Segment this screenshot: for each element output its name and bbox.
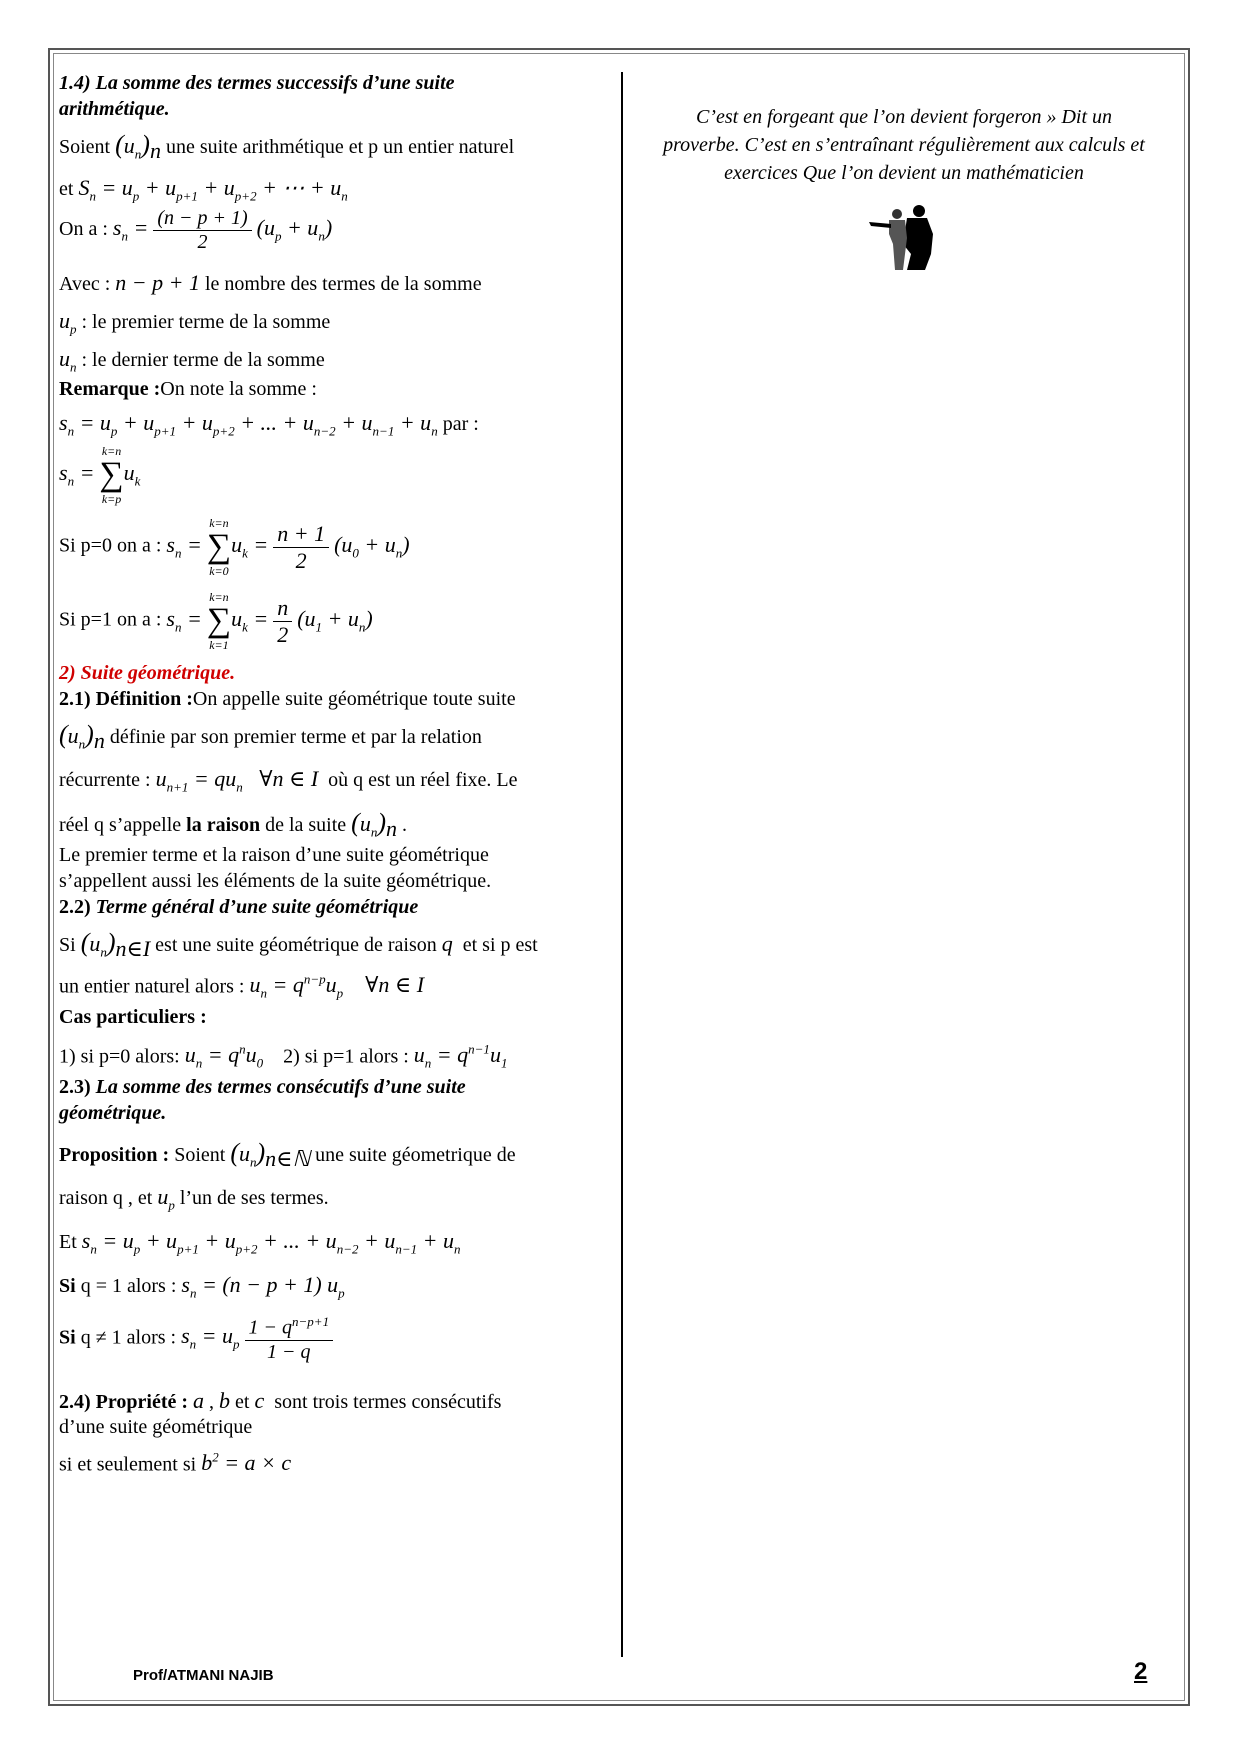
elements-line-2: s’appellent aussi les éléments de la suite géométrique. — [59, 870, 492, 892]
raison-line: réel q s’appelle la raison de la suite $(u_n)_n$ . — [59, 808, 408, 841]
propriete-line-2: d’une suite géométrique — [59, 1416, 253, 1438]
proposition-line: Proposition : Soient $(u_n)_{n\in ℕ}$ une suite géometrique de — [59, 1138, 516, 1171]
terme-general-line: Si $(u_n)_{n\in I}$ est une suite géométrique de raison q et si p est — [59, 928, 538, 961]
remarque-line: Remarque :On note la somme : — [59, 378, 317, 400]
terme-general-formula: un entier naturel alors : $u_n = q^{n-p}u_p$ ∀n ∈ I — [59, 972, 425, 1001]
up-line: $u_p$ : le premier terme de la somme — [59, 308, 331, 337]
section-1-4-title-cont: arithmétique. — [59, 98, 170, 120]
column-divider — [621, 72, 623, 1657]
section-2-title: 2) Suite géométrique. — [59, 662, 236, 684]
right-column — [624, 103, 1184, 187]
section-1-4-title: 1.4) La somme des termes successifs d’une suite — [59, 72, 455, 94]
silhouette-icon — [867, 204, 937, 272]
q-equals-1-line: Si q = 1 alors : $s_n = (n - p + 1)$ $u_p$ — [59, 1272, 345, 1301]
section-2-3-title: 2.3) La somme des termes consécutifs d’une suite — [59, 1076, 466, 1098]
sn-sum-long: $s_n = u_p + u_{p+1} + u_{p+2}$ + ... + $u_{n-2} + u_{n-1} + u_n$ par : — [59, 410, 479, 439]
footer-author: Prof/ATMANI NAJIB — [133, 1667, 274, 1684]
si-p0-line: Si p=0 on a : $s_n$ = k=n ∑ k=0 $u_k$ = $\frac{n + 1}{2}$ $(u_0 + u_n)$ — [59, 516, 410, 578]
soient-line: Soient $(u_n)_n$ une suite arithmétique et p un entier naturel — [59, 130, 515, 163]
recurrente-line: récurrente : $u_{n+1} = qu_n$ ∀n ∈ I où q est un réel fixe. Le — [59, 766, 518, 795]
raison-q-line: raison q , et $u_p$ l’un de ses termes. — [59, 1184, 329, 1213]
cas-particuliers-line: 1) si p=0 alors: $u_n = q^nu_0$ 2) si p=1 alors : $u_n = q^{n-1}u_1$ — [59, 1042, 508, 1071]
section-2-3-title-cont: géométrique. — [59, 1102, 167, 1124]
sigma-notation: $s_n$ = k=n ∑ k=p $u_k$ — [59, 444, 141, 506]
on-a-formula: On a : $s_n$ = $\frac{(n - p + 1)}{2}$ $(u_p + u_n)$ — [59, 207, 333, 253]
quote-line-2: proverbe. C’est en s’entraînant régulièrement aux calculs et — [663, 134, 1145, 156]
cas-particuliers-label: Cas particuliers : — [59, 1006, 207, 1028]
section-2-2-title: 2.2) Terme général d’une suite géométrique — [59, 896, 419, 918]
quote-line-3: exercices Que l’on devient un mathématicien — [724, 162, 1084, 184]
definition-line-2: $(u_n)_n$ définie par son premier terme et par la relation — [59, 720, 482, 753]
definition-line: 2.1) Définition :On appelle suite géométrique toute suite — [59, 688, 516, 710]
si-p1-line: Si p=1 on a : $s_n$ = k=n ∑ k=1 $u_k$ = $\frac{n}{2}$ $(u_1 + u_n)$ — [59, 590, 373, 652]
avec-line: Avec : n − p + 1 le nombre des termes de la somme — [59, 270, 482, 295]
page-number: 2 — [1134, 1658, 1148, 1685]
quote-line-1: C’est en forgeant que l’on devient forgeron » Dit un — [695, 106, 1113, 128]
propriete-line-3: si et seulement si $b^2 = a \times c$ — [59, 1450, 292, 1476]
sum-expansion-line: Et $s_n = u_p + u_{p+1} + u_{p+2}$ + ... + $u_{n-2} + u_{n-1} + u_n$ — [59, 1228, 461, 1257]
elements-line-1: Le premier terme et la raison d’une suite géométrique — [59, 844, 489, 866]
propriete-line: 2.4) Propriété : a , b et c sont trois termes consécutifs — [59, 1388, 502, 1413]
sn-definition: et $S_n = u_p + u_{p+1} + u_{p+2}$ + ⋯ + $u_n$ — [59, 175, 348, 204]
un-line: $u_n$ : le dernier terme de la somme — [59, 346, 325, 375]
q-not-1-line: Si q ≠ 1 alors : $s_n = u_p$ $\frac{1 - q^{n-p+1}}{1 - q}$ — [59, 1314, 333, 1364]
